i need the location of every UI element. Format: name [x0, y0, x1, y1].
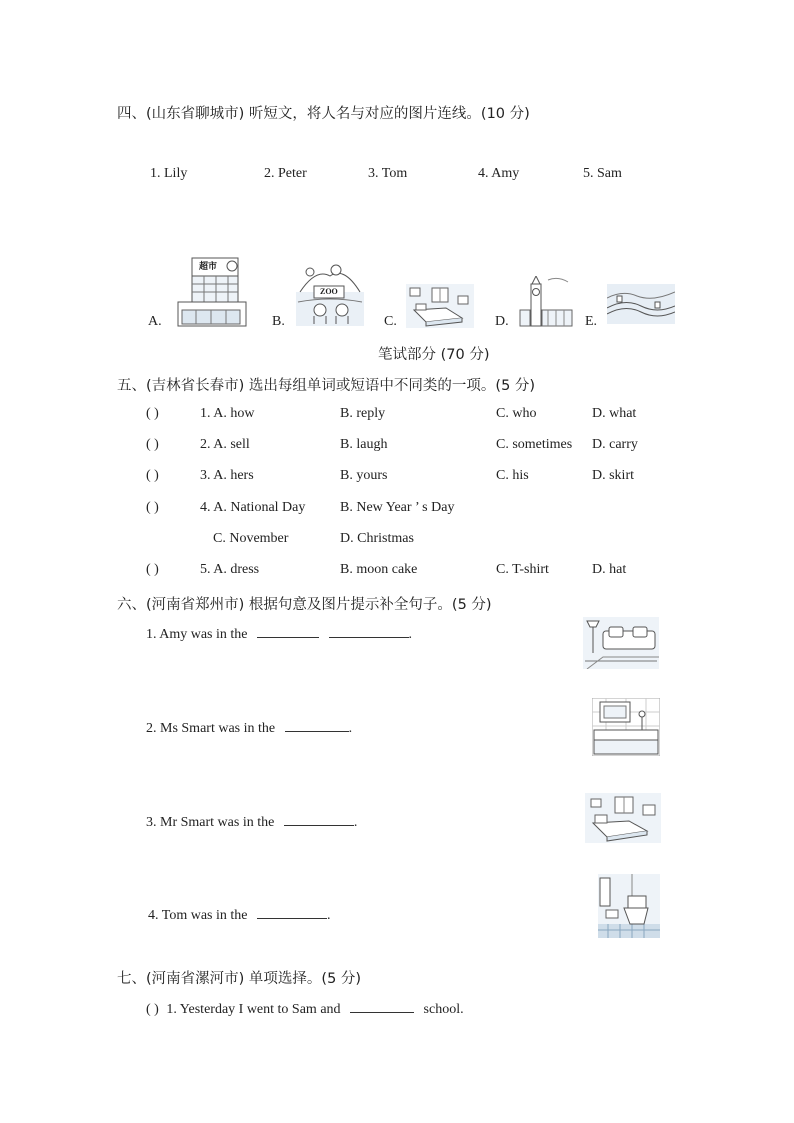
answer-bracket[interactable]: ( )	[146, 562, 159, 577]
option-a: 2. A. sell	[200, 437, 250, 452]
name-sam: 5. Sam	[583, 166, 622, 181]
option-d: D. what	[592, 406, 637, 421]
living-room-picture	[583, 617, 659, 669]
option-c: C. November	[213, 531, 289, 546]
option-b: B. New Year ’ s Day	[340, 500, 455, 515]
sentence-text: 1. Amy was in the	[146, 627, 248, 642]
bedroom-picture	[585, 793, 661, 843]
sentence-1	[146, 624, 412, 643]
question-text-end: school.	[423, 1002, 464, 1017]
option-b: B. moon cake	[340, 562, 418, 577]
section7-title: 七、(河南省漯河市) 单项选择。(5 分)	[117, 971, 362, 987]
answer-blank[interactable]	[350, 999, 414, 1013]
period: .	[348, 721, 353, 736]
answer-bracket[interactable]: ( )	[146, 437, 159, 452]
section5-title: 五、(吉林省长春市) 选出每组单词或短语中不同类的一项。(5 分)	[117, 378, 536, 394]
answer-blank[interactable]	[329, 624, 409, 638]
name-lily: 1. Lily	[150, 166, 188, 181]
sentence-text: 2. Ms Smart was in the	[146, 721, 276, 736]
option-b: B. laugh	[340, 437, 388, 452]
name-peter: 2. Peter	[264, 166, 307, 181]
supermarket-sign: 超市	[199, 262, 218, 272]
option-d: D. skirt	[592, 468, 634, 483]
image-letter-d: D.	[495, 314, 509, 329]
great-wall-picture	[607, 284, 675, 324]
image-letter-c: C.	[384, 314, 397, 329]
option-b: B. reply	[340, 406, 386, 421]
image-letter-e: E.	[585, 314, 598, 329]
section4-title: 四、(山东省聊城市) 听短文，将人名与对应的图片连线。(10 分)	[117, 106, 530, 122]
option-d: D. carry	[592, 437, 638, 452]
section7-question-1	[146, 999, 464, 1018]
option-d: D. Christmas	[340, 531, 414, 546]
image-letter-b: B.	[272, 314, 285, 329]
option-a: 5. A. dress	[200, 562, 260, 577]
big-ben-picture	[518, 276, 574, 328]
zoo-sign: ZOO	[320, 287, 338, 296]
name-tom: 3. Tom	[368, 166, 408, 181]
sentence-4	[148, 905, 330, 924]
sentence-2	[146, 718, 352, 737]
sentence-text: 4. Tom was in the	[148, 908, 248, 923]
sentence-3	[146, 812, 357, 831]
period: .	[408, 627, 412, 642]
question-text: 1. Yesterday I went to Sam and	[166, 1002, 341, 1017]
answer-blank[interactable]	[257, 905, 327, 919]
option-b: B. yours	[340, 468, 388, 483]
option-a: 4. A. National Day	[200, 500, 306, 515]
kitchen-picture	[592, 698, 660, 756]
option-c: C. his	[496, 468, 529, 483]
image-letter-a: A.	[148, 314, 162, 329]
answer-blank[interactable]	[285, 718, 349, 732]
option-c: C. who	[496, 406, 537, 421]
answer-blank[interactable]	[284, 812, 354, 826]
option-a: 1. A. how	[200, 406, 255, 421]
option-c: C. sometimes	[496, 437, 573, 452]
answer-bracket[interactable]: ( )	[146, 500, 159, 515]
bedroom-picture	[406, 284, 474, 328]
period: .	[326, 908, 331, 923]
answer-bracket[interactable]: ( )	[146, 406, 159, 421]
option-d: D. hat	[592, 562, 627, 577]
section6-title: 六、(河南省郑州市) 根据句意及图片提示补全句子。(5 分)	[117, 597, 492, 613]
period: .	[353, 815, 358, 830]
name-amy: 4. Amy	[478, 166, 520, 181]
answer-bracket[interactable]: ( )	[146, 468, 159, 483]
sentence-text: 3. Mr Smart was in the	[146, 815, 275, 830]
written-part-heading: 笔试部分 (70 分)	[378, 347, 490, 363]
bathroom-picture	[598, 874, 660, 938]
answer-bracket[interactable]: ( )	[146, 1002, 159, 1017]
option-c: C. T-shirt	[496, 562, 549, 577]
answer-blank[interactable]	[257, 624, 319, 638]
option-a: 3. A. hers	[200, 468, 254, 483]
